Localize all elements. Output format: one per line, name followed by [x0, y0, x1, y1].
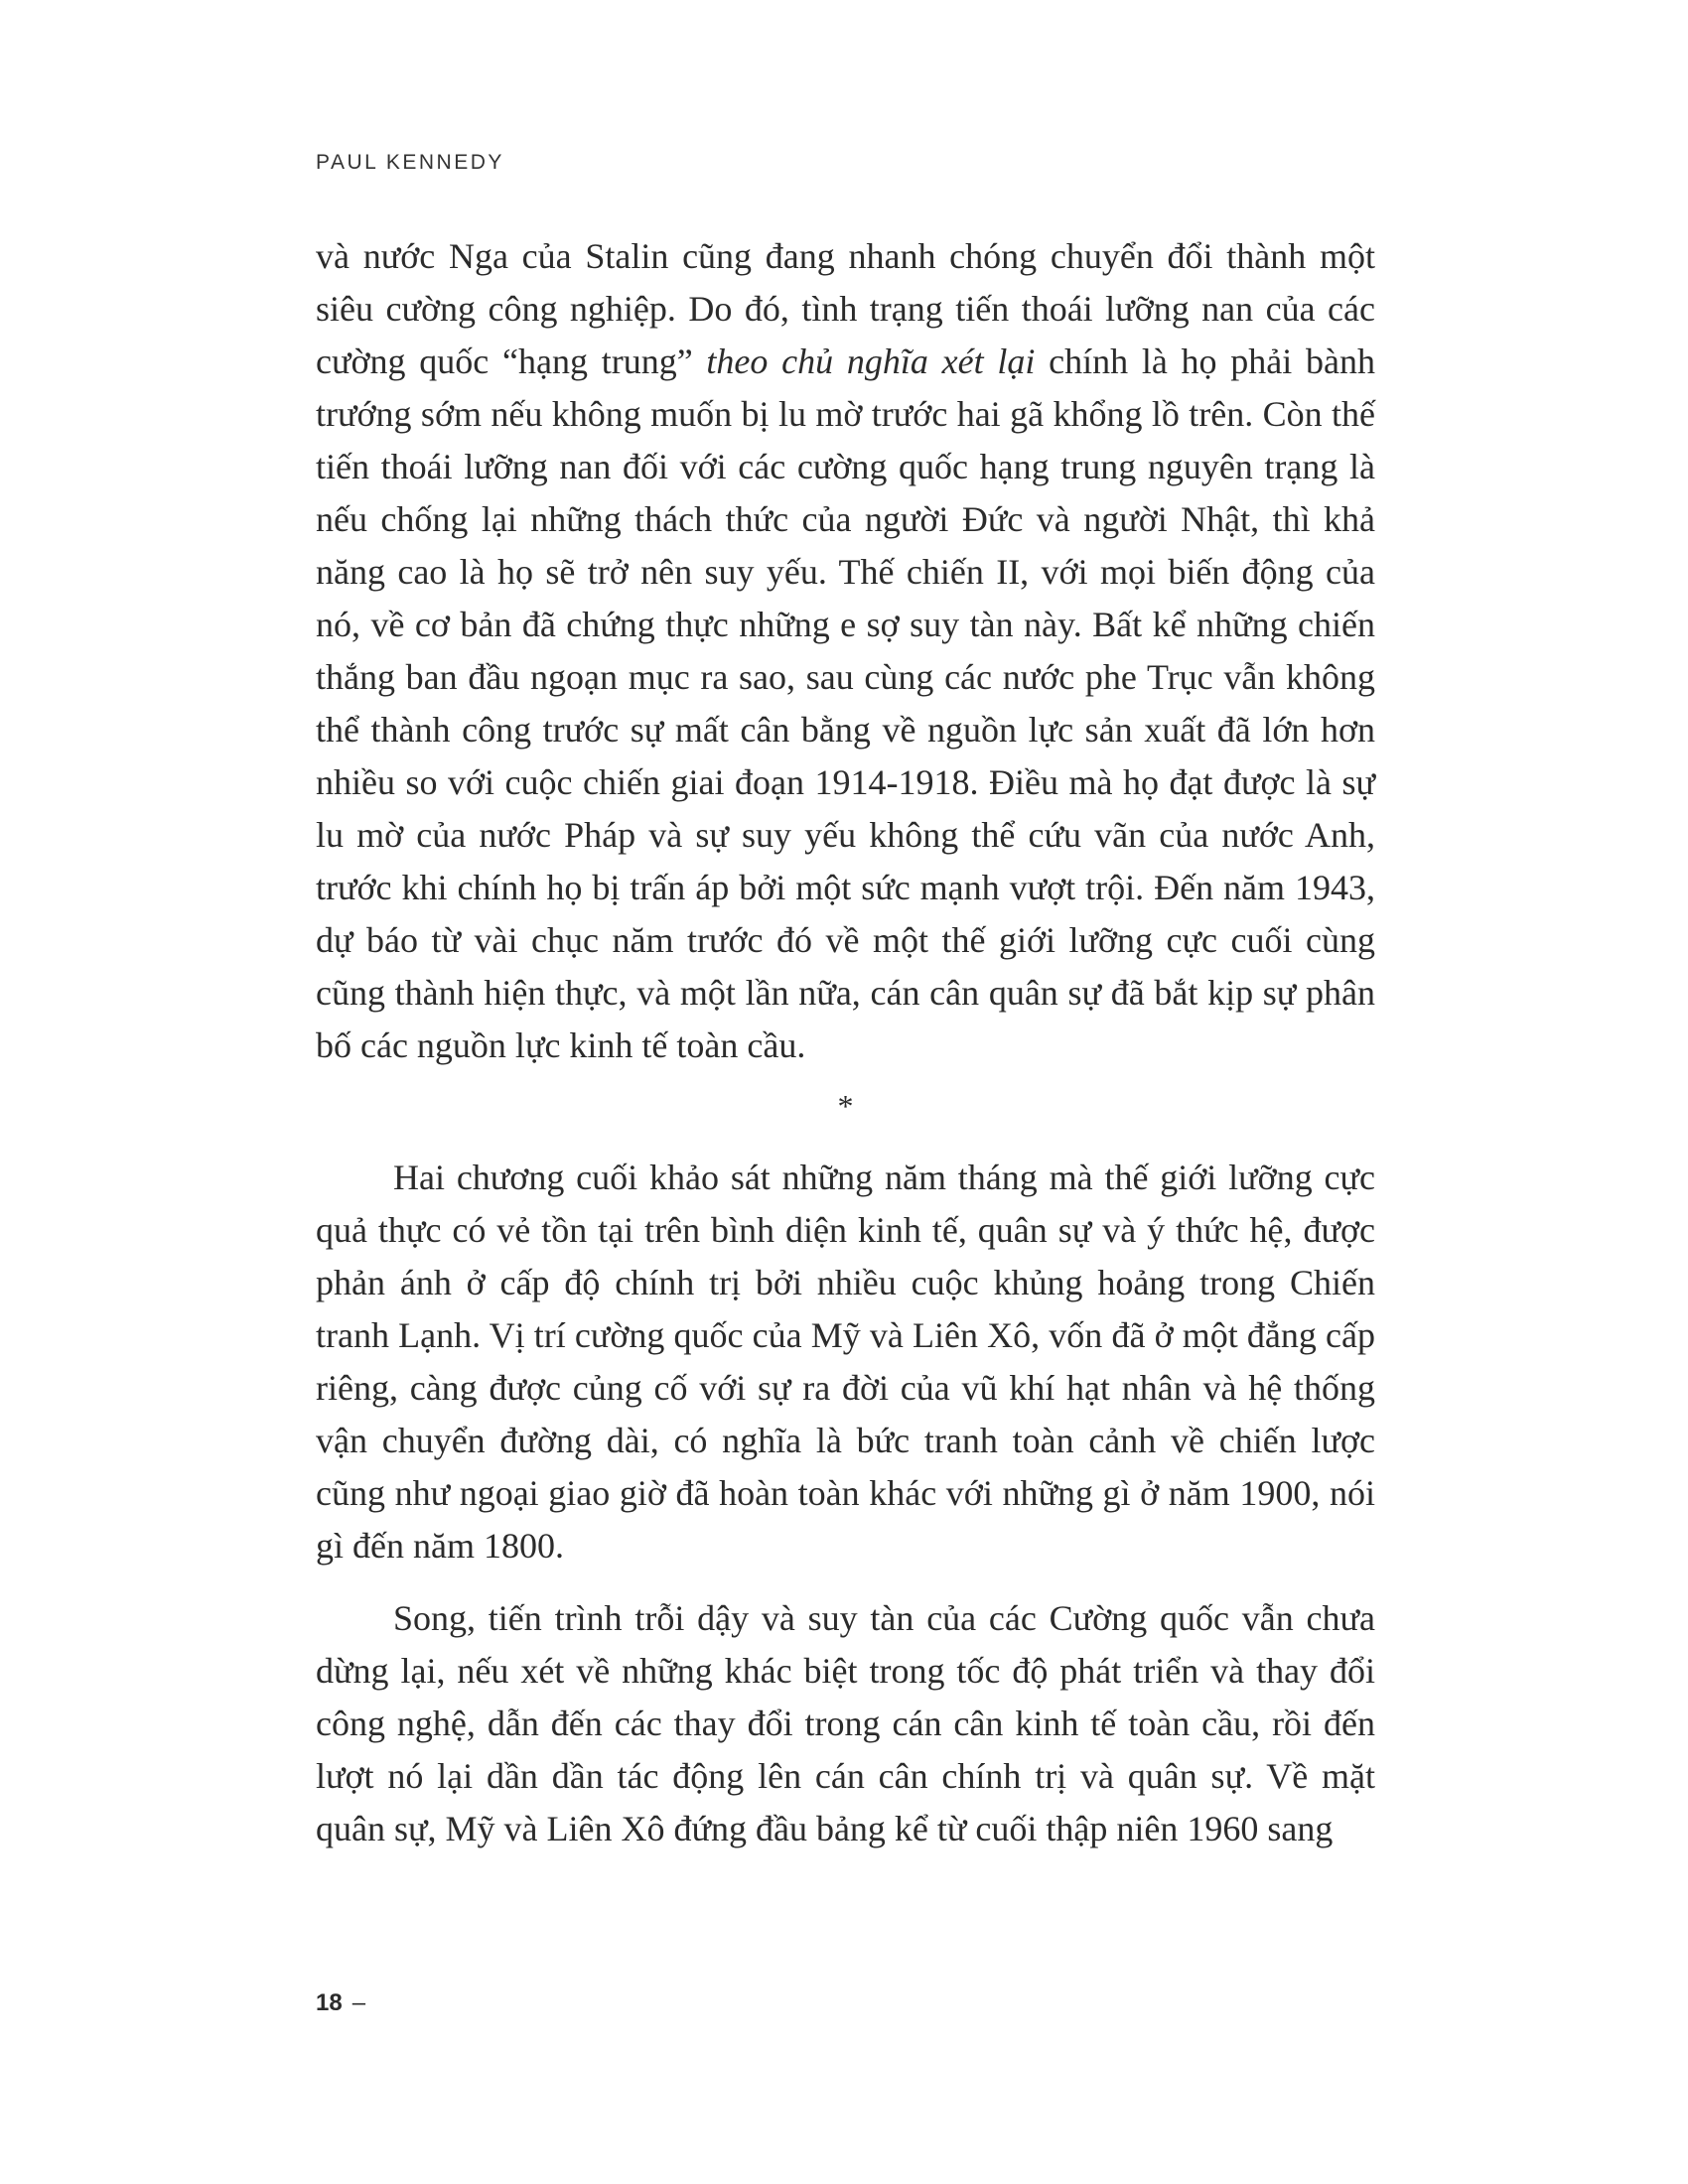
running-head: PAUL KENNEDY	[316, 151, 504, 174]
paragraph-1-text-a: và nước Nga của Stalin cũng đang nhanh chóng chuyển đổi thành một siêu cường công nghiệp. Do đó, tình trạng tiến thoái lưỡng nan của các cường quốc “hạng trung”	[316, 236, 1375, 381]
paragraph-3: Song, tiến trình trỗi dậy và suy tàn của các Cường quốc vẫn chưa dừng lại, nếu xét về những khác biệt trong tốc độ phát triển và thay đổi công nghệ, dẫn đến các thay đổi trong cán cân kinh tế toàn cầu, rồi đến lượt nó lại dần dần tác động lên cán cân chính trị và quân sự. Về mặt quân sự, Mỹ và Liên Xô đứng đầu bảng kể từ cuối thập niên 1960 sang	[316, 1598, 1375, 1848]
paragraph-1-italic: theo chủ nghĩa xét lại	[706, 341, 1036, 381]
paragraph-1	[316, 230, 1375, 1072]
folio-dash: –	[352, 1989, 366, 2016]
page-folio	[316, 1989, 365, 2017]
paragraph-2: Hai chương cuối khảo sát những năm tháng mà thế giới lưỡng cực quả thực có vẻ tồn tại trên bình diện kinh tế, quân sự và ý thức hệ, được phản ánh ở cấp độ chính trị bởi nhiều cuộc khủng hoảng trong Chiến tranh Lạnh. Vị trí cường quốc của Mỹ và Liên Xô, vốn đã ở một đẳng cấp riêng, càng được củng cố với sự ra đời của vũ khí hạt nhân và hệ thống vận chuyển đường dài, có nghĩa là bức tranh toàn cảnh về chiến lược cũng như ngoại giao giờ đã hoàn toàn khác với những gì ở năm 1900, nói gì đến năm 1800.	[316, 1158, 1375, 1566]
page-number: 18	[316, 1989, 343, 2016]
paragraph-1-text-b: chính là họ phải bành trướng sớm nếu không muốn bị lu mờ trước hai gã khổng lồ trên. Còn thế tiến thoái lưỡng nan đối với các cường quốc hạng trung nguyên trạng là nếu chống lại những thách thức của người Đức và người Nhật, thì khả năng cao là họ sẽ trở nên suy yếu. Thế chiến II, với mọi biến động của nó, về cơ bản đã chứng thực những e sợ suy tàn này. Bất kể những chiến thắng ban đầu ngoạn mục ra sao, sau cùng các nước phe Trục vẫn không thể thành công trước sự mất cân bằng về nguồn lực sản xuất đã lớn hơn nhiều so với cuộc chiến giai đoạn 1914-1918. Điều mà họ đạt được là sự lu mờ của nước Pháp và sự suy yếu không thể cứu vãn của nước Anh, trước khi chính họ bị trấn áp bởi một sức mạnh vượt trội. Đến năm 1943, dự báo từ vài chục năm trước đó về một thế giới lưỡng cực cuối cùng cũng thành hiện thực, và một lần nữa, cán cân quân sự đã bắt kịp sự phân bố các nguồn lực kinh tế toàn cầu.	[316, 341, 1375, 1065]
section-separator: *	[837, 1088, 854, 1124]
page-body	[316, 230, 1375, 1855]
